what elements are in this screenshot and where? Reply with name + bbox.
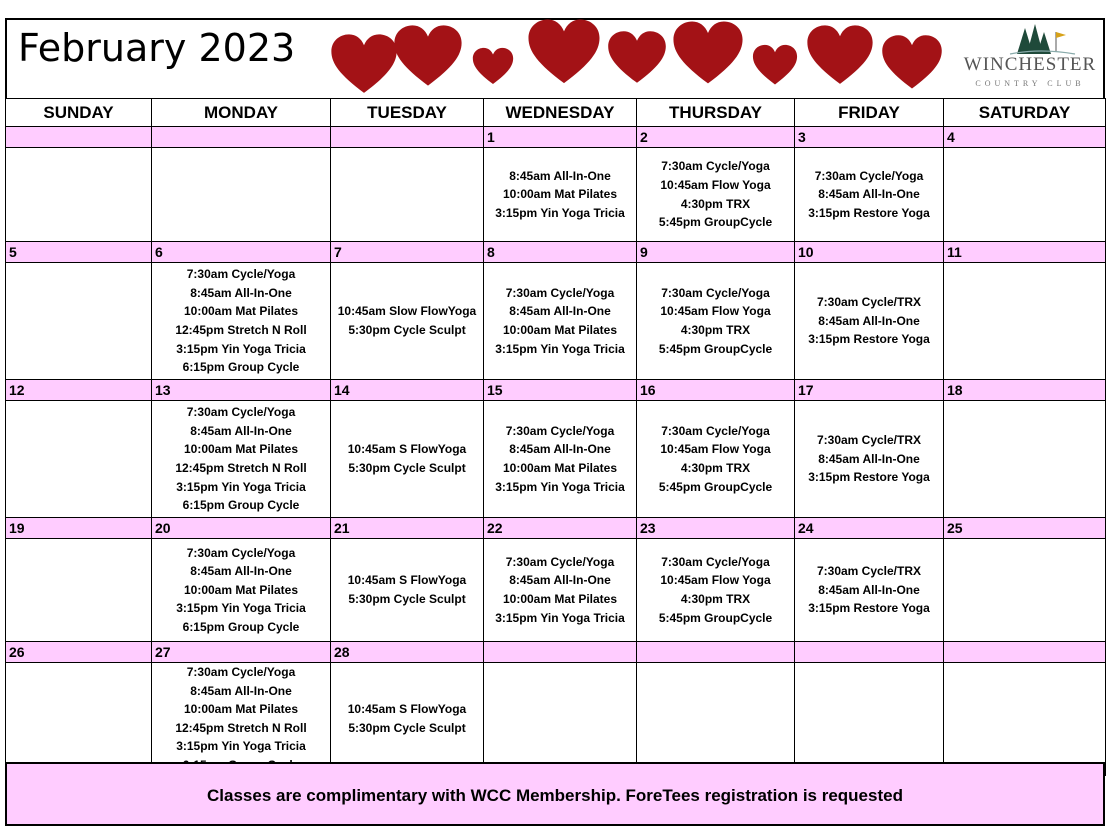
date-row [6,642,1106,663]
heart-icon [881,34,943,90]
day-cell [795,663,944,776]
day-cell [484,401,637,518]
date-row [6,127,1106,148]
class-entry: 5:30pm Cycle Sculpt [348,720,466,735]
class-entry: 3:15pm Restore Yoga [808,205,930,220]
classes-row [6,663,1106,776]
class-entry: 8:45am All-In-One [818,187,920,202]
class-entry: 7:30am Cycle/Yoga [505,554,615,569]
class-entry: 10:00am Mat Pilates [183,582,299,597]
day-number [795,642,944,663]
class-entry: 10:45am S FlowYoga [347,702,467,717]
logo-subtitle: COUNTRY CLUB [975,79,1085,88]
class-entry: 12:45pm Stretch N Roll [175,461,307,475]
day-number: 5 [6,242,152,263]
heart-icon [806,24,874,85]
day-cell [637,148,795,242]
classes-row [6,263,1106,380]
weekday-header: SUNDAY [6,99,152,127]
class-entry: 10:00am Mat Pilates [183,304,299,319]
day-number: 19 [6,518,152,539]
class-entry: 3:15pm Yin Yoga Tricia [176,341,306,356]
heart-icon [607,30,667,84]
day-cell [6,539,152,642]
class-entry: 12:45pm Stretch N Roll [175,323,307,337]
class-entry: 7:30am Cycle/Yoga [186,665,296,679]
class-entry: 5:45pm GroupCycle [658,479,773,494]
class-entry: 10:00am Mat Pilates [502,323,618,337]
day-cell [795,263,944,380]
day-number [484,642,637,663]
class-entry: 7:30am Cycle/Yoga [186,405,296,420]
page-title: February 2023 [18,26,296,70]
class-entry: 7:30am Cycle/TRX [816,433,922,448]
class-entry: 7:30am Cycle/Yoga [661,554,770,569]
class-entry: 5:45pm GroupCycle [658,215,773,230]
day-cell [484,539,637,642]
day-number [331,127,484,148]
class-entry: 7:30am Cycle/Yoga [505,285,615,300]
weekday-header: MONDAY [152,99,331,127]
day-number [637,642,795,663]
day-cell [331,263,484,380]
class-entry: 4:30pm TRX [680,461,751,475]
weekday-header: TUESDAY [331,99,484,127]
day-number: 15 [484,380,637,401]
day-cell [637,401,795,518]
class-entry: 5:45pm GroupCycle [658,341,773,356]
class-entry: 5:30pm Cycle Sculpt [348,461,466,475]
day-cell [6,148,152,242]
day-number: 27 [152,642,331,663]
weekday-header: SATURDAY [944,99,1106,127]
classes-row [6,539,1106,642]
class-entry: 10:00am Mat Pilates [183,702,299,717]
class-entry: 7:30am Cycle/Yoga [186,545,296,560]
class-entry: 3:15pm Yin Yoga Tricia [495,205,625,220]
class-entry: 10:45am Flow Yoga [660,304,771,319]
day-number: 14 [331,380,484,401]
class-entry: 5:45pm GroupCycle [658,610,773,625]
class-entry: 3:15pm Yin Yoga Tricia [176,479,306,494]
weekday-header-row [6,99,1106,127]
class-entry: 7:30am Cycle/TRX [816,295,922,310]
club-logo [955,22,1105,97]
heart-icon [752,44,798,85]
day-number: 20 [152,518,331,539]
class-entry: 8:45am All-In-One [818,582,920,597]
class-entry: 4:30pm TRX [680,592,751,606]
day-cell [944,148,1106,242]
class-entry: 8:45am All-In-One [509,573,611,588]
classes-row [6,148,1106,242]
day-number: 9 [637,242,795,263]
day-cell [152,539,331,642]
day-number: 26 [6,642,152,663]
day-number: 1 [484,127,637,148]
day-number: 13 [152,380,331,401]
day-cell [331,539,484,642]
day-cell [152,663,331,776]
class-entry: 7:30am Cycle/Yoga [814,168,924,183]
class-entry: 10:00am Mat Pilates [183,442,299,457]
day-cell [795,401,944,518]
day-number [152,127,331,148]
class-entry: 3:15pm Restore Yoga [808,470,930,485]
day-cell [944,401,1106,518]
class-entry: 4:30pm TRX [680,323,751,337]
class-entry: 3:15pm Restore Yoga [808,601,930,616]
class-entry: 6:15pm Group Cycle [182,498,300,513]
day-number: 24 [795,518,944,539]
class-entry: 6:15pm Group Cycle [182,619,300,634]
day-number: 25 [944,518,1106,539]
day-cell [795,148,944,242]
day-number [6,127,152,148]
day-cell [795,539,944,642]
day-number: 28 [331,642,484,663]
class-entry: 10:45am S FlowYoga [347,442,467,457]
class-entry: 8:45am All-In-One [509,304,611,319]
day-cell [484,263,637,380]
class-entry: 7:30am Cycle/TRX [816,564,922,579]
calendar-grid [5,98,1106,776]
day-number: 22 [484,518,637,539]
date-row [6,380,1106,401]
class-entry: 8:45am All-In-One [509,442,611,457]
day-number: 3 [795,127,944,148]
heart-icon [527,18,601,85]
class-entry: 8:45am All-In-One [190,423,292,438]
day-number: 17 [795,380,944,401]
day-cell [484,148,637,242]
day-number: 2 [637,127,795,148]
day-cell [944,263,1106,380]
day-number: 7 [331,242,484,263]
day-number: 23 [637,518,795,539]
class-entry: 10:45am Flow Yoga [660,177,771,192]
class-entry: 3:15pm Yin Yoga Tricia [495,341,625,356]
heart-icon [672,20,744,85]
class-entry: 8:45am All-In-One [818,451,920,466]
class-entry: 7:30am Cycle/Yoga [186,267,296,282]
class-entry: 8:45am All-In-One [818,313,920,328]
class-entry: 7:30am Cycle/Yoga [661,423,770,438]
day-cell [152,148,331,242]
day-cell [944,663,1106,776]
class-entry: 8:45am All-In-One [190,683,292,698]
day-number: 10 [795,242,944,263]
class-entry: 3:15pm Yin Yoga Tricia [176,601,306,616]
weekday-header: FRIDAY [795,99,944,127]
class-entry: 10:45am Flow Yoga [660,573,771,588]
weekday-header: THURSDAY [637,99,795,127]
day-cell [6,401,152,518]
day-cell [331,148,484,242]
class-entry: 12:45pm Stretch N Roll [175,720,307,735]
class-entry: 3:15pm Restore Yoga [808,332,930,347]
pine-trees-icon [955,22,1105,58]
class-entry: 10:00am Mat Pilates [502,592,618,606]
class-entry: 10:00am Mat Pilates [502,461,618,475]
day-cell [637,539,795,642]
day-number: 11 [944,242,1106,263]
class-entry: 3:15pm Yin Yoga Tricia [176,739,306,754]
heart-icon [393,24,463,87]
day-cell [944,539,1106,642]
class-entry: 6:15pm Group Cycle [182,360,300,375]
day-number [944,642,1106,663]
date-row [6,518,1106,539]
date-row [6,242,1106,263]
day-cell [484,663,637,776]
day-cell [6,263,152,380]
class-entry: 10:45am Slow FlowYoga [337,304,477,319]
class-entry: 5:30pm Cycle Sculpt [348,323,466,337]
class-entry: 10:00am Mat Pilates [502,187,618,202]
class-entry: 3:15pm Yin Yoga Tricia [495,610,625,625]
day-number: 21 [331,518,484,539]
day-cell [6,663,152,776]
day-cell [637,263,795,380]
classes-row [6,401,1106,518]
heart-icon [330,33,398,94]
class-entry: 7:30am Cycle/Yoga [505,423,615,438]
class-entry: 3:15pm Yin Yoga Tricia [495,479,625,494]
heart-icon [472,47,514,85]
day-cell [152,263,331,380]
day-number: 12 [6,380,152,401]
weekday-header: WEDNESDAY [484,99,637,127]
class-entry: 4:30pm TRX [680,196,751,211]
class-entry: 10:45am Flow Yoga [660,442,771,457]
footer-note: Classes are complimentary with WCC Membership. ForeTees registration is requested [5,762,1105,826]
class-entry: 8:45am All-In-One [190,564,292,579]
class-entry: 7:30am Cycle/Yoga [661,285,770,300]
class-entry: 5:30pm Cycle Sculpt [348,592,466,606]
class-entry: 10:45am S FlowYoga [347,573,467,588]
day-cell [637,663,795,776]
day-cell [331,663,484,776]
day-number: 18 [944,380,1106,401]
day-number: 16 [637,380,795,401]
day-number: 4 [944,127,1106,148]
class-entry: 7:30am Cycle/Yoga [661,159,770,174]
day-cell [331,401,484,518]
class-entry: 8:45am All-In-One [509,168,611,183]
day-cell [152,401,331,518]
day-number: 8 [484,242,637,263]
day-number: 6 [152,242,331,263]
class-entry: 8:45am All-In-One [190,285,292,300]
logo-wordmark: WINCHESTER [963,54,1097,75]
